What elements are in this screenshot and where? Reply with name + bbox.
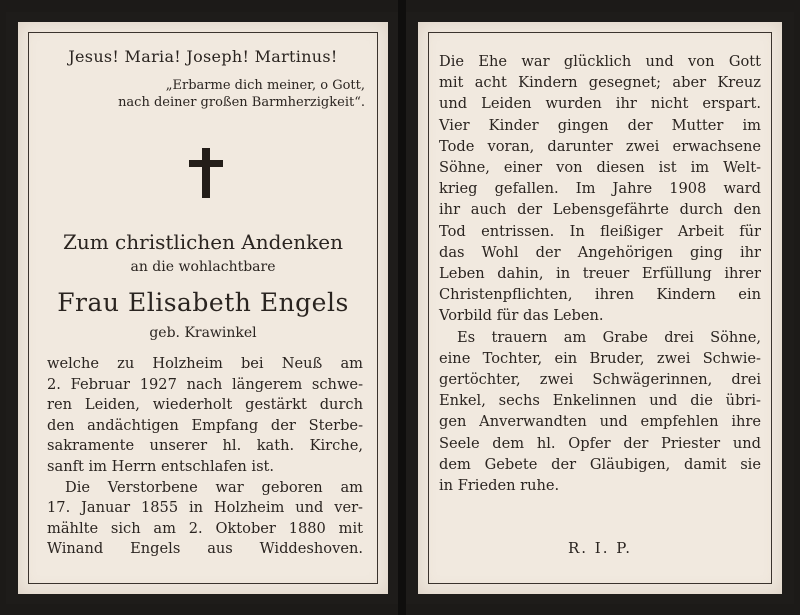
left-paper [18, 22, 388, 594]
text-line: krieg gefallen. Im Jahre 1908 ward [439, 180, 761, 198]
family-text [439, 51, 761, 496]
maiden-name: geb. Krawinkel [149, 325, 257, 341]
saints-invocation: Jesus! Maria! Joseph! Martinus! [68, 47, 338, 66]
deceased-name: Frau Elisabeth Engels [57, 288, 349, 317]
text-line: Christenpflichten, ihren Kindern ein [439, 286, 761, 304]
text-line: Tod entrissen. In fleißiger Arbeit für [439, 222, 761, 240]
memorial-subheading: an die wohlachtbare [130, 259, 276, 275]
card-fold [398, 0, 406, 615]
text-line: Es trauern am Grabe drei Söhne, [457, 328, 761, 346]
text-line: das Wohl der Angehörigen ging ihr [439, 243, 761, 261]
right-frame [428, 32, 772, 584]
quote-line: nach deiner großen Barmherzigkeit“. [118, 95, 365, 110]
text-line: Die Verstorbene war geboren am [65, 478, 363, 496]
text-line: welche zu Holzheim bei Neuß am [47, 355, 363, 372]
text-line: Tode voran, darunter zwei erwachsene [439, 137, 761, 155]
text-line: Seele dem hl. Opfer der Priester und [439, 434, 761, 452]
text-line: sanft im Herrn entschlafen ist. [47, 457, 275, 475]
text-line: mit acht Kindern gesegnet; aber Kreuz [439, 74, 761, 92]
text-line: mählte sich am 2. Oktober 1880 mit [47, 519, 363, 537]
right-panel [406, 12, 794, 604]
left-panel [6, 12, 398, 604]
biography-text [47, 354, 363, 560]
text-line: sakramente unserer hl. kath. Kirche, [47, 437, 363, 455]
text-line: Die Ehe war glücklich und von Gott [439, 53, 761, 70]
text-line: 17. Januar 1855 in Holzheim und ver- [47, 499, 363, 517]
text-line: den andächtigen Empfang der Sterbe- [47, 416, 363, 434]
text-line: 2. Februar 1927 nach längerem schwe- [47, 375, 363, 393]
quote-line: „Erbarme dich meiner, o Gott, [165, 78, 365, 93]
text-line: gen Anverwandten und empfehlen ihre [439, 413, 761, 431]
text-line: ren Leiden, wiederholt gestärkt durch [47, 396, 363, 414]
text-line: Vier Kinder gingen der Mutter im [439, 116, 761, 134]
rip-closing: R. I. P. [567, 539, 633, 557]
text-line: und Leiden wurden ihr nicht erspart. [439, 95, 761, 113]
left-frame [28, 32, 378, 584]
text-line: Leben dahin, in treuer Erfüllung ihrer [439, 265, 761, 283]
text-line: Enkel, sechs Enkelinnen und die übri- [439, 392, 761, 410]
text-line: Winand Engels aus Widdeshoven. [47, 540, 363, 558]
text-line: Vorbild für das Leben. [439, 307, 604, 325]
text-line: eine Tochter, ein Bruder, zwei Schwie- [439, 349, 761, 367]
text-line: in Frieden ruhe. [439, 477, 560, 495]
text-line: ihr auch der Lebensgefährte durch den [439, 201, 761, 219]
text-line: dem Gebete der Gläubigen, damit sie [439, 455, 761, 473]
text-line: gertöchter, zwei Schwägerinnen, drei [439, 371, 761, 389]
memorial-heading: Zum christlichen Andenken [62, 230, 344, 254]
psalm-quote [65, 77, 365, 111]
text-line: Söhne, einer von diesen ist im Welt- [439, 159, 761, 177]
right-paper [418, 22, 782, 594]
latin-cross-icon [189, 148, 223, 198]
